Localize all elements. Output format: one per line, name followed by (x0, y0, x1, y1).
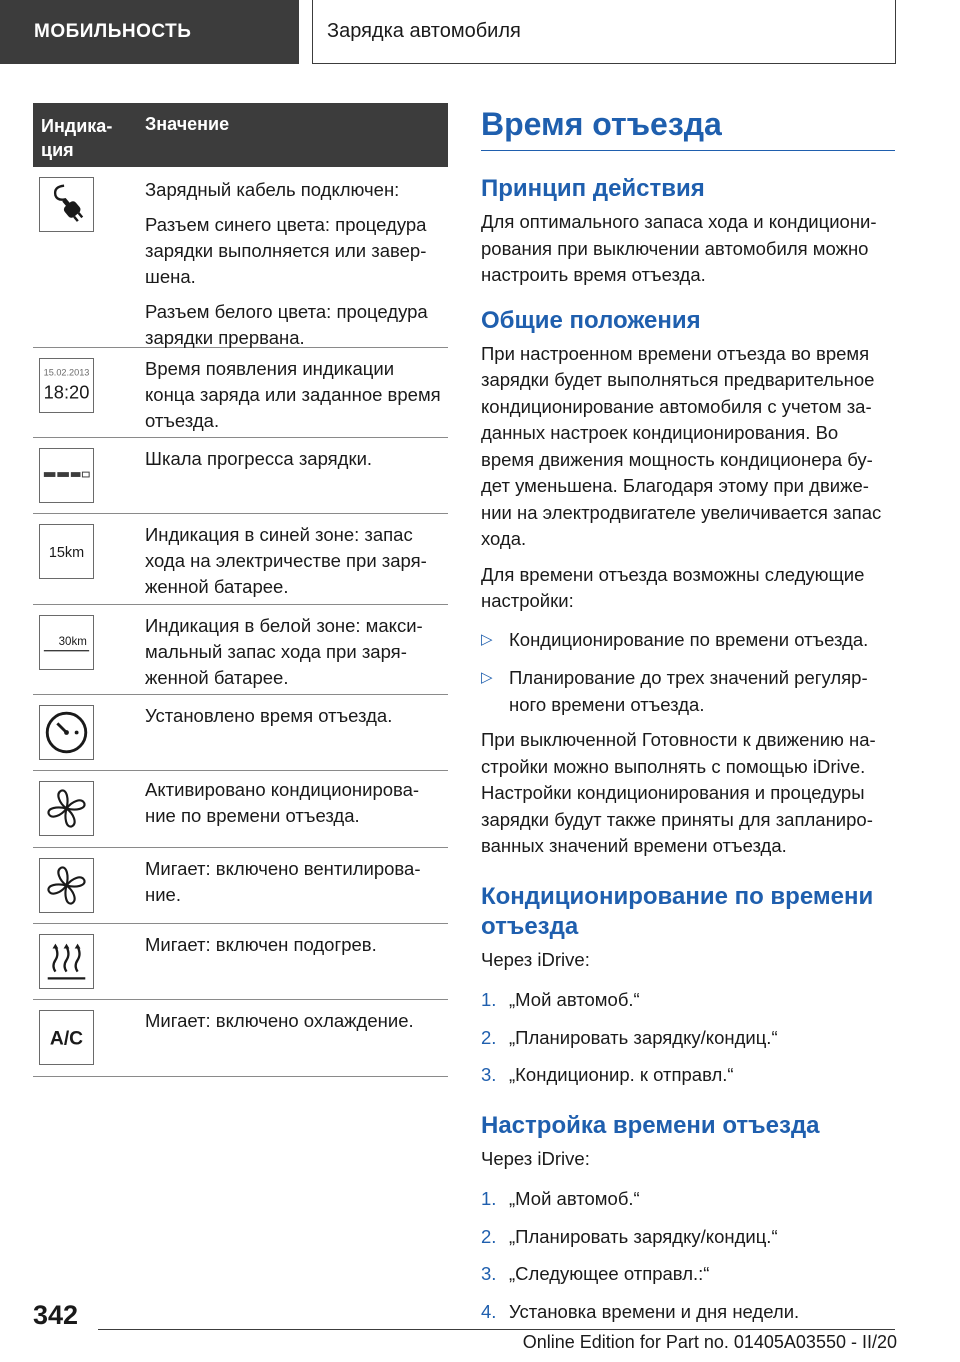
clock-icon (39, 705, 94, 760)
row-text: Мигает: включен подогрев. (145, 934, 377, 955)
col-indicator-header: Индика- ция (41, 116, 113, 160)
list-item: 3. „Кондиционир. к отправл.“ (481, 1064, 734, 1085)
range-white-icon (39, 615, 94, 670)
icon-time-text: 18:20 (43, 381, 90, 403)
edition-text: Online Edition for Part no. 01405A03550 - II/20 (522, 1332, 897, 1352)
col-meaning-header: Значение (145, 114, 230, 134)
table-header (33, 103, 448, 167)
row-text: Мигает: включено охлаждение. (145, 1010, 414, 1031)
date-time-icon (39, 358, 94, 413)
table-row (33, 695, 448, 771)
bullet-triangle-icon: ▷ (481, 630, 493, 648)
row-text: Разъем синего цвета: процедура зарядки выполняется или завер-шена. (145, 214, 427, 287)
list-item: ▷ Кондиционирование по времени отъезда. (481, 627, 895, 654)
list-item: 2. „Планировать зарядку/кондиц.“ (481, 1026, 778, 1048)
paragraph: Для времени отъезда возможны следующие настройки: (481, 563, 865, 611)
section-heading: Принцип действия (481, 175, 705, 202)
list-item: 1. „Мой автомоб.“ (481, 989, 640, 1010)
row-text: Мигает: включено вентилирова-ние. (145, 858, 421, 905)
list-item: 3. „Следующее отправл.:“ (481, 1263, 710, 1284)
footer-divider (98, 1329, 895, 1330)
progress-scale-icon (39, 448, 94, 503)
paragraph: Через iDrive: (481, 948, 590, 970)
paragraph: При настроенном времени отъезда во время зарядки будет выполняться предварительное кондиционирование автомобиля с учетом за-данных настроек кондиционирования. Во время движения мощность кондиционера бу-дет уменьшена. Благодаря этому при движе-нии на электродвигателе увеличивается запас хода. (481, 342, 882, 549)
table-row (33, 924, 448, 1000)
row-text: Индикация в синей зоне: запас хода на электричестве при заря-женной батарее. (145, 524, 427, 597)
row-text: Зарядный кабель подключен: (145, 179, 400, 200)
section-heading: Общие положения (481, 306, 701, 334)
icon-ac-text: A/C (49, 1028, 84, 1050)
ac-icon (39, 1010, 94, 1065)
paragraph: При выключенной Готовности к движению на-стройки можно выполнять с помощью iDrive. Настройки кондиционирования и процедуры зарядки будут также приняты для запланиро-ванных значений времени отъезда. (481, 729, 876, 856)
section-heading: Кондиционирование по времени отъезда (481, 882, 874, 940)
row-text: Разъем белого цвета: процедура зарядки прервана. (145, 301, 428, 348)
indicator-table (33, 103, 448, 1077)
list-item: 1. „Мой автомоб.“ (481, 1188, 640, 1209)
fan-icon (39, 781, 94, 836)
content-column (481, 100, 895, 1336)
heating-icon (39, 934, 94, 989)
fan-blink-icon (39, 858, 94, 913)
table-row (33, 348, 448, 438)
table-row (33, 438, 448, 514)
table-row (33, 605, 448, 695)
chapter-title: Зарядка автомобиля (327, 20, 521, 42)
row-text: Шкала прогресса зарядки. (145, 448, 373, 469)
row-text: Активировано кондиционирова-ние по времени отъезда. (145, 779, 420, 826)
row-text: Индикация в белой зоне: макси-мальный запас хода при заря-женной батарее. (145, 615, 423, 688)
bullet-triangle-icon: ▷ (481, 669, 493, 686)
table-row (33, 848, 448, 924)
icon-date-text: 15.02.2013 (43, 367, 90, 378)
table-row (33, 514, 448, 605)
range-blue-icon (39, 524, 94, 579)
icon-range-text: 30km (58, 635, 87, 648)
table-row (33, 771, 448, 848)
paragraph: Через iDrive: (481, 1147, 590, 1169)
row-text: Время появления индикации конца заряда или заданное время отъезда. (145, 358, 441, 431)
icon-range-text: 15km (48, 544, 85, 561)
row-text: Установлено время отъезда. (145, 705, 393, 726)
list-item: 4. Установка времени и дня недели. (481, 1300, 800, 1322)
table-row (33, 1000, 448, 1077)
page-number: 342 (33, 1300, 79, 1330)
charging-plug-icon (39, 177, 94, 232)
chapter-header (312, 0, 896, 64)
section-tab (0, 0, 299, 64)
page-title: Время отъезда (481, 100, 895, 151)
list-item: 2. „Планировать зарядку/кондиц.“ (481, 1225, 778, 1247)
list-item: ▷ Планирование до трех значений регуляр-ного времени отъезда. (481, 667, 868, 715)
section-title: МОБИЛЬНОСТЬ (34, 21, 192, 42)
table-row (33, 167, 448, 348)
section-heading: Настройка времени отъезда (481, 1111, 820, 1139)
paragraph: Для оптимального запаса хода и кондициони-рования при выключении автомобиля можно настроить время отъезда. (481, 211, 877, 285)
